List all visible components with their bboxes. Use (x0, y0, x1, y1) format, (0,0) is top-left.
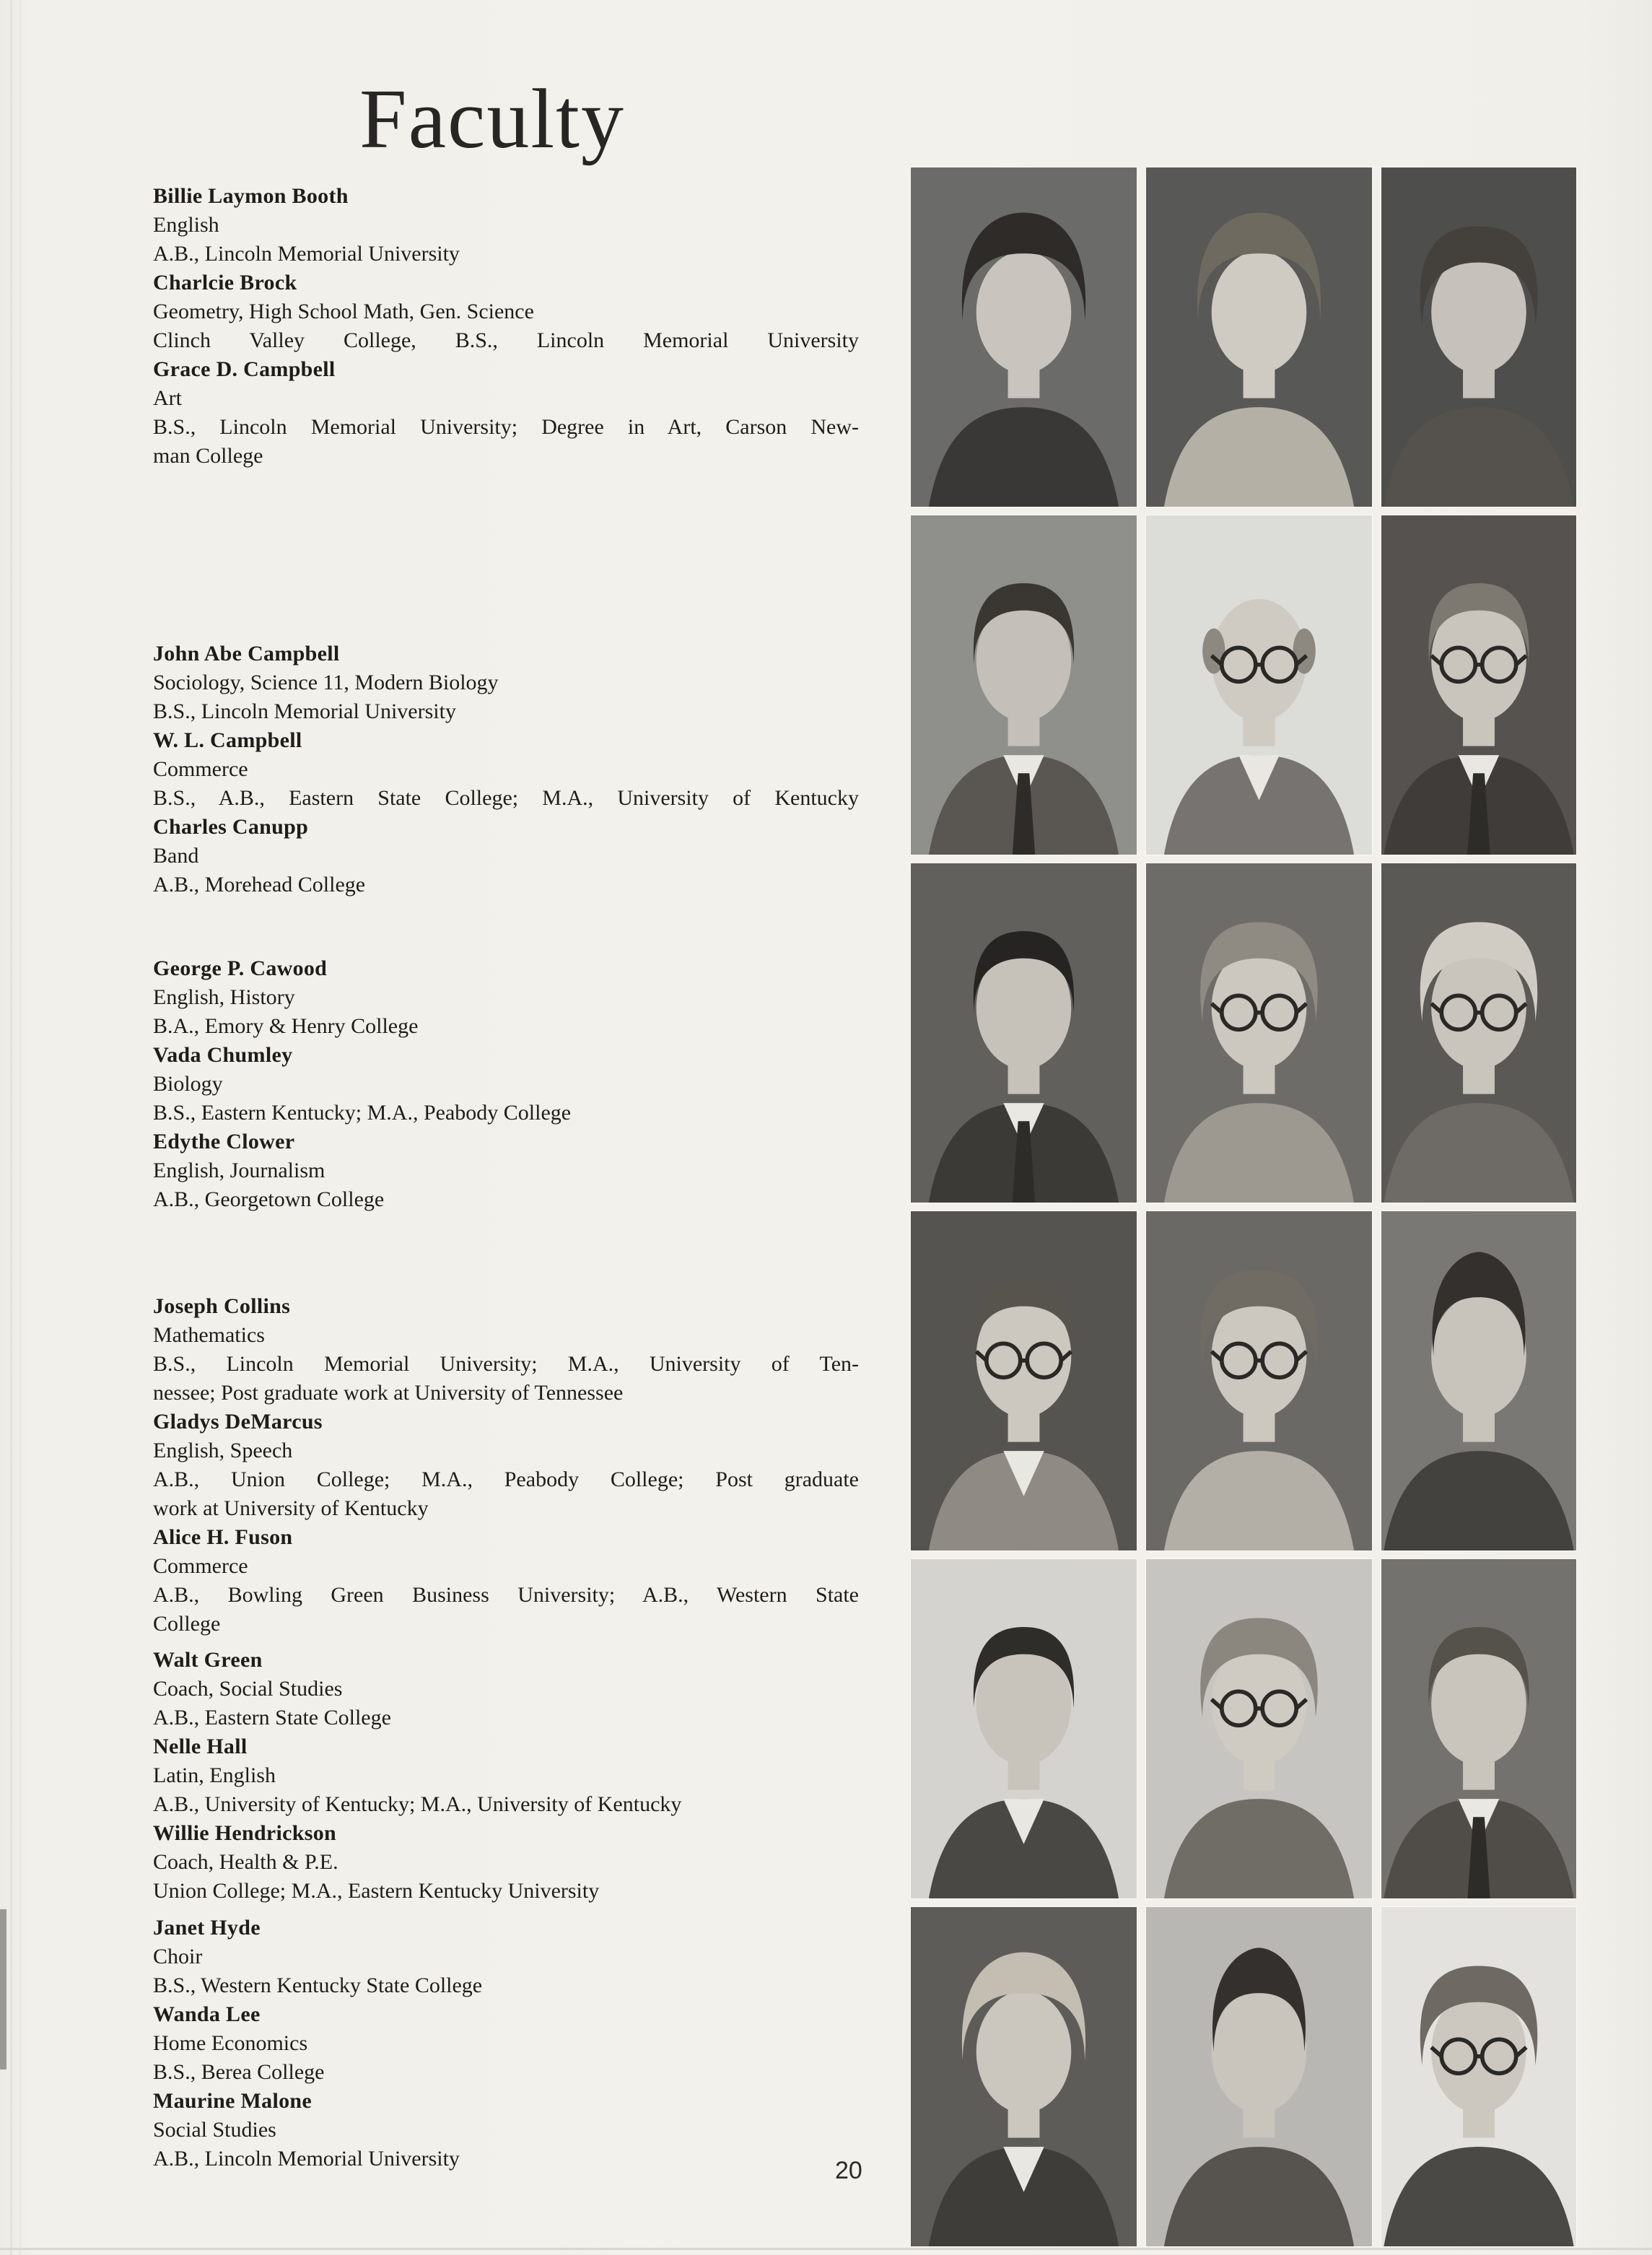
faculty-group (153, 640, 859, 899)
credential-line: A.B., Lincoln Memorial University (153, 242, 460, 266)
faculty-entry (153, 355, 859, 471)
faculty-subjects: Home Economics (153, 2031, 308, 2055)
portrait-photo (1381, 1907, 1576, 2246)
portrait-photo (911, 863, 1137, 1203)
credential-line: B.A., Emory & Henry College (153, 1014, 419, 1038)
portrait-silhouette (911, 863, 1137, 1203)
faculty-subjects: English, Journalism (153, 1159, 325, 1182)
faculty-entry (153, 954, 859, 1041)
portrait-silhouette (1381, 167, 1576, 507)
portrait-photo (1381, 167, 1576, 507)
faculty-name: Janet Hyde (153, 1916, 261, 1940)
portrait-photo (911, 515, 1137, 855)
faculty-subjects: Biology (153, 1072, 223, 1096)
photo-grid (911, 167, 1576, 2246)
portrait-silhouette (911, 1211, 1137, 1550)
faculty-name: Alice H. Fuson (153, 1525, 293, 1549)
faculty-subjects: Social Studies (153, 2118, 276, 2142)
credential-line: work at University of Kentucky (153, 1496, 429, 1520)
faculty-name: Joseph Collins (153, 1294, 291, 1318)
portrait-silhouette (1146, 1559, 1372, 1898)
credential-line: B.S., Lincoln Memorial University; Degree in Art, Carson New- (153, 415, 859, 439)
portrait-silhouette (911, 1907, 1137, 2246)
portrait-photo (911, 167, 1137, 507)
faculty-entry (153, 1408, 859, 1523)
credential-line: nessee; Post graduate work at University of Tennessee (153, 1381, 624, 1405)
credential-line: A.B., Union College; M.A., Peabody College; Post graduate (153, 1467, 859, 1491)
page-title: Faculty (359, 71, 625, 166)
faculty-subjects: Art (153, 386, 182, 410)
faculty-entry (153, 1732, 859, 1819)
scan-edge-strip (0, 1909, 6, 2069)
portrait-silhouette (1146, 1907, 1372, 2246)
portrait-silhouette (1146, 167, 1372, 507)
credential-line: B.S., Lincoln Memorial University (153, 699, 456, 723)
portrait-photo (1381, 1559, 1576, 1898)
faculty-entry (153, 269, 859, 355)
faculty-group (153, 1646, 859, 1906)
portrait-silhouette (911, 167, 1137, 507)
faculty-name: Charlcie Brock (153, 271, 297, 295)
faculty-group (153, 1292, 859, 1639)
credential-line: B.S., Eastern Kentucky; M.A., Peabody College (153, 1101, 572, 1125)
faculty-subjects: Coach, Health & P.E. (153, 1850, 338, 1874)
page-bottom-edge (0, 2248, 1652, 2250)
portrait-photo (1146, 1907, 1372, 2246)
faculty-subjects: Band (153, 844, 199, 868)
faculty-name: George P. Cawood (153, 956, 328, 980)
faculty-entry (153, 1523, 859, 1639)
faculty-name: Gladys DeMarcus (153, 1410, 323, 1434)
credential-line: A.B., Morehead College (153, 873, 366, 897)
portrait-photo (1146, 1211, 1372, 1550)
faculty-name: W. L. Campbell (153, 728, 302, 752)
portrait-silhouette (1381, 515, 1576, 855)
faculty-subjects: English, Speech (153, 1439, 293, 1462)
faculty-entry (153, 182, 859, 269)
portrait-photo (1146, 863, 1372, 1203)
portrait-photo (1146, 515, 1372, 855)
page-number: 20 (835, 2157, 862, 2184)
credential-line: B.S., A.B., Eastern State College; M.A., University of Kentucky (153, 786, 859, 810)
credential-line: A.B., Bowling Green Business University; A.B., Western State (153, 1583, 859, 1607)
credential-line: A.B., Georgetown College (153, 1187, 385, 1211)
portrait-photo (1146, 1559, 1372, 1898)
faculty-entry (153, 1646, 859, 1732)
credential-line: B.S., Lincoln Memorial University; M.A., University of Ten- (153, 1352, 859, 1376)
faculty-name: Vada Chumley (153, 1043, 293, 1067)
portrait-photo (911, 1559, 1137, 1898)
faculty-subjects: Commerce (153, 757, 248, 781)
portrait-silhouette (1381, 863, 1576, 1203)
faculty-entry (153, 726, 859, 813)
portrait-silhouette (911, 1559, 1137, 1898)
portrait-silhouette (1381, 1907, 1576, 2246)
credential-line: College (153, 1612, 221, 1636)
faculty-entry (153, 1128, 859, 1214)
faculty-entry (153, 2000, 859, 2087)
faculty-name: Maurine Malone (153, 2089, 313, 2113)
faculty-group (153, 1914, 859, 2173)
portrait-silhouette (1381, 1211, 1576, 1550)
faculty-entry (153, 640, 859, 726)
faculty-subjects: Choir (153, 1945, 203, 1968)
portrait-photo (1381, 1211, 1576, 1550)
portrait-silhouette (1146, 1211, 1372, 1550)
page-crease (19, 0, 21, 2255)
faculty-subjects: Geometry, High School Math, Gen. Science (153, 300, 534, 323)
faculty-subjects: Commerce (153, 1554, 248, 1578)
faculty-group (153, 954, 859, 1214)
faculty-subjects: Sociology, Science 11, Modern Biology (153, 671, 499, 694)
faculty-name: Walt Green (153, 1648, 263, 1672)
credential-line: Clinch Valley College, B.S., Lincoln Memorial University (153, 328, 859, 352)
faculty-subjects: Coach, Social Studies (153, 1677, 343, 1701)
faculty-name: Wanda Lee (153, 2002, 261, 2026)
faculty-entry (153, 813, 859, 899)
faculty-name: Billie Laymon Booth (153, 184, 349, 208)
credential-line: A.B., University of Kentucky; M.A., University of Kentucky (153, 1792, 682, 1816)
faculty-subjects: English (153, 213, 219, 237)
faculty-name: John Abe Campbell (153, 642, 340, 666)
credential-line: A.B., Lincoln Memorial University (153, 2147, 460, 2171)
faculty-entry (153, 1292, 859, 1408)
faculty-name: Charles Canupp (153, 815, 309, 839)
portrait-photo (911, 1211, 1137, 1550)
portrait-silhouette (911, 515, 1137, 855)
faculty-subjects: Mathematics (153, 1323, 265, 1347)
faculty-name: Willie Hendrickson (153, 1821, 337, 1845)
portrait-silhouette (1146, 863, 1372, 1203)
portrait-photo (1381, 515, 1576, 855)
faculty-group (153, 182, 859, 471)
credential-line: A.B., Eastern State College (153, 1706, 391, 1730)
credential-line: B.S., Berea College (153, 2060, 325, 2084)
faculty-subjects: English, History (153, 985, 295, 1009)
portrait-photo (911, 1907, 1137, 2246)
faculty-entry (153, 1914, 859, 2000)
faculty-name: Edythe Clower (153, 1130, 295, 1153)
credential-line: man College (153, 444, 263, 468)
faculty-entry (153, 1819, 859, 1906)
page-crease (10, 0, 12, 2255)
faculty-subjects: Latin, English (153, 1763, 276, 1787)
faculty-entry (153, 1041, 859, 1128)
portrait-silhouette (1381, 1559, 1576, 1898)
credential-line: Union College; M.A., Eastern Kentucky University (153, 1879, 600, 1903)
portrait-silhouette (1146, 515, 1372, 855)
faculty-name: Grace D. Campbell (153, 357, 336, 381)
faculty-entry (153, 2087, 859, 2173)
credential-line: B.S., Western Kentucky State College (153, 1973, 483, 1997)
portrait-photo (1381, 863, 1576, 1203)
faculty-name: Nelle Hall (153, 1735, 248, 1758)
portrait-photo (1146, 167, 1372, 507)
